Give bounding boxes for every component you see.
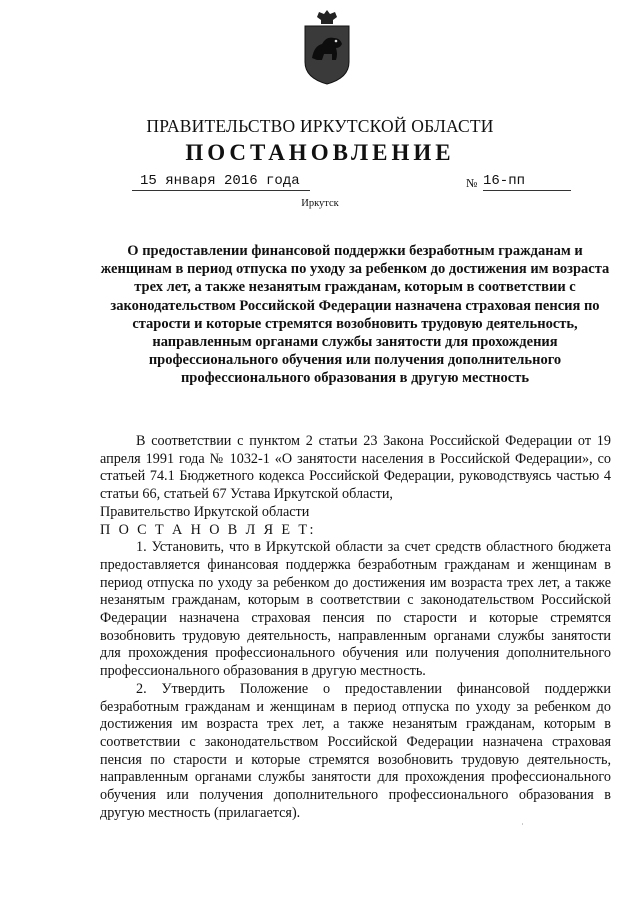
preamble-end: Правительство Иркутской области [100, 503, 310, 520]
decree-heading: П О С Т А Н О В Л Я Е Т: [100, 521, 316, 538]
scan-mark: ˙ [521, 822, 524, 832]
document-type: ПОСТАНОВЛЕНИЕ [185, 140, 455, 165]
document-date: 15 января 2016 года [132, 173, 310, 191]
preamble-paragraph: В соответствии с пунктом 2 статьи 23 Закона Российской Федерации от 19 апреля 1991 года № 1032-1 «О занятости населения в Российской Федерации», со статьей 74.1 Бюджетного кодекса Российской Федерации, руководствуясь частью 4 статьи 66, статьей 67 Устава Иркутской области, [100, 433, 611, 503]
government-name: ПРАВИТЕЛЬСТВО ИРКУТСКОЙ ОБЛАСТИ [146, 116, 494, 136]
document-title: О предоставлении финансовой поддержки безработным гражданам и женщинам в период отпуска по уходу за ребенком до достижения им возраста трех лет, а также незанятым гражданам, которым в соответствии с законодательством Российской Федерации назначена страховая пенсия по старости и которые стремятся возобновить трудовую деятельность, направленным органами службы занятости для прохождения профессионального обучения или получения дополнительного профессионального образования в другую местность [100, 243, 610, 387]
city-name: Иркутск [301, 198, 339, 209]
document-number: 16-пп [483, 173, 571, 191]
coat-of-arms-emblem [302, 8, 352, 86]
item-1-paragraph: 1. Установить, что в Иркутской области за счет средств областного бюджета предоставляется финансовая поддержка безработным гражданам и женщинам в период отпуска по уходу за ребенком до достижения им возраста трех лет, а также незанятым гражданам, которым в соответствии с законодательством Российской Федерации назначена страховая пенсия по старости и которые стремятся возобновить трудовую деятельность, направленным органами службы занятости для прохождения профессионального обучения или получения дополнительного профессионального образования в другую местность. [100, 539, 611, 680]
document-body [100, 433, 611, 822]
number-sign: № [466, 176, 478, 190]
item-2-paragraph: 2. Утвердить Положение о предоставлении финансовой поддержки безработным гражданам и женщинам в период отпуска по уходу за ребенком до достижения им возраста трех лет, а также незанятым гражданам, которым в соответствии с законодательством Российской Федерации назначена страховая пенсия по старости и которые стремятся возобновить трудовую деятельность, направленным органами службы занятости для прохождения профессионального обучения или получения дополнительного профессионального образования в другую местность (прилагается). [100, 680, 611, 821]
